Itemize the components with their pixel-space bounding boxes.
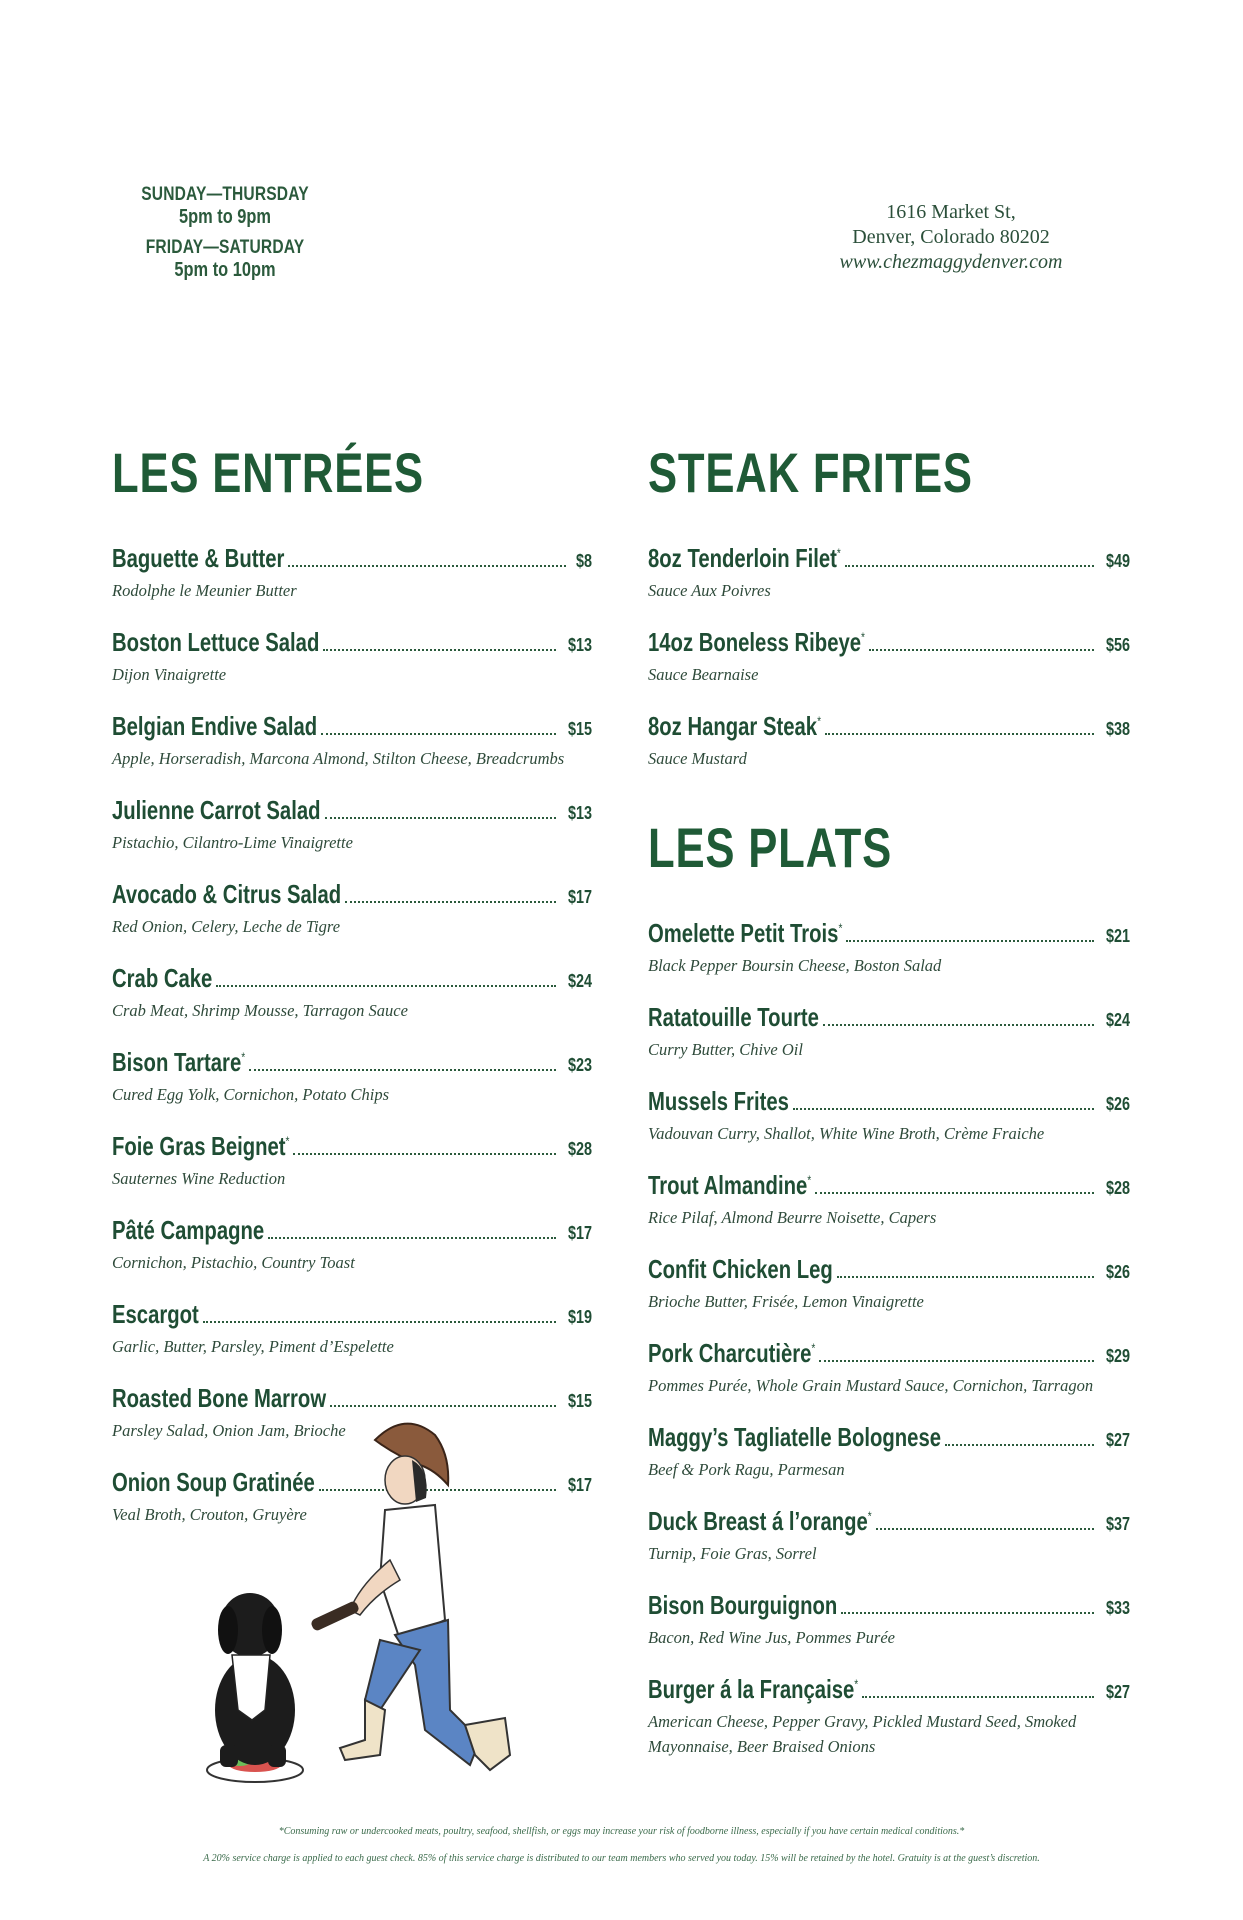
dot-leader	[823, 1024, 1094, 1026]
menu-item-asterisk: *	[807, 1172, 812, 1188]
dot-leader	[325, 817, 556, 819]
menu-item-asterisk: *	[854, 1676, 859, 1692]
dot-leader	[846, 940, 1094, 942]
menu-item-description: Pistachio, Cilantro-Lime Vinaigrette	[112, 833, 353, 852]
menu-item-name: Foie Gras Beignet*	[112, 1131, 290, 1161]
menu-item-asterisk: *	[817, 713, 822, 729]
dot-leader	[249, 1069, 556, 1071]
menu-item	[648, 1086, 1130, 1146]
dot-leader	[945, 1444, 1094, 1446]
menu-item-price: $24	[567, 971, 592, 991]
menu-item-price: $28	[567, 1139, 592, 1159]
menu-item-asterisk: *	[861, 629, 865, 645]
dot-leader	[845, 565, 1094, 567]
steak-section	[648, 440, 1130, 795]
dot-leader	[288, 565, 566, 567]
menu-item-line	[112, 1299, 592, 1330]
menu-item-price: $33	[1105, 1598, 1130, 1618]
section-title-entrees: LES ENTRÉES	[112, 441, 424, 504]
menu-item-description: American Cheese, Pepper Gravy, Pickled Mustard Seed, Smoked Mayonnaise, Beer Braised Onions	[648, 1712, 1077, 1756]
menu-item-description: Cornichon, Pistachio, Country Toast	[112, 1253, 355, 1272]
menu-item-price: $23	[567, 1055, 592, 1075]
menu-item-name: Baguette & Butter	[112, 543, 285, 573]
menu-item	[648, 1254, 1130, 1314]
plats-list	[648, 918, 1130, 1759]
menu-item-price: $17	[567, 1223, 592, 1243]
menu-item-price: $56	[1105, 635, 1130, 655]
dot-leader	[330, 1405, 556, 1407]
dot-leader	[203, 1321, 556, 1323]
dot-leader	[216, 985, 556, 987]
menu-item	[112, 627, 592, 687]
menu-item-description: Parsley Salad, Onion Jam, Brioche	[112, 1421, 346, 1440]
dot-leader	[815, 1192, 1094, 1194]
chef-and-dog-illustration	[180, 1410, 540, 1790]
menu-item-price: $21	[1105, 926, 1130, 946]
menu-item-description: Sauce Bearnaise	[648, 665, 759, 684]
menu-item-price: $27	[1105, 1430, 1130, 1450]
menu-item-line	[112, 1047, 592, 1078]
menu-item	[112, 1215, 592, 1275]
menu-item-name: Maggy’s Tagliatelle Bolognese	[648, 1422, 942, 1452]
dot-leader	[268, 1237, 556, 1239]
section-title-plats: LES PLATS	[648, 816, 893, 879]
menu-item-line	[648, 1338, 1130, 1369]
menu-item	[648, 1422, 1130, 1482]
menu-item-description: Sauce Mustard	[648, 749, 747, 768]
website-link[interactable]: www.chezmaggydenver.com	[839, 251, 1063, 273]
menu-item-price: $24	[1105, 1010, 1130, 1030]
dot-leader	[819, 1360, 1094, 1362]
menu-item-line	[648, 1506, 1130, 1537]
menu-item	[112, 1299, 592, 1359]
menu-item-asterisk: *	[241, 1049, 246, 1065]
menu-item-description: Sauce Aux Poivres	[648, 581, 771, 600]
menu-item	[112, 879, 592, 939]
menu-item-description: Black Pepper Boursin Cheese, Boston Salad	[648, 956, 942, 975]
menu-item-description: Curry Butter, Chive Oil	[648, 1040, 803, 1059]
menu-item-line	[112, 1131, 592, 1162]
menu-item-name: Omelette Petit Trois*	[648, 918, 843, 948]
menu-item	[648, 627, 1130, 687]
dot-leader	[321, 733, 556, 735]
hours-block	[120, 184, 330, 290]
menu-item-line	[648, 1086, 1130, 1117]
menu-item	[112, 711, 592, 771]
service-charge-note: A 20% service charge is applied to each guest check. 85% of this service charge is distributed to our team members who served you today. 15% will be retained by the hotel. Gratuity is at the guest’s discretion.	[203, 1853, 1040, 1864]
menu-item-description: Crab Meat, Shrimp Mousse, Tarragon Sauce	[112, 1001, 408, 1020]
menu-item	[112, 1047, 592, 1107]
menu-item	[112, 795, 592, 855]
plats-section	[648, 815, 1130, 1783]
menu-item-name: Escargot	[112, 1299, 199, 1329]
menu-item-price: $17	[567, 887, 592, 907]
menu-item	[112, 543, 592, 603]
menu-item-price: $29	[1105, 1346, 1130, 1366]
menu-item-description: Garlic, Butter, Parsley, Piment d’Espelette	[112, 1337, 394, 1356]
menu-item-line	[112, 627, 592, 658]
menu-item-description: Bacon, Red Wine Jus, Pommes Purée	[648, 1628, 895, 1647]
menu-item-line	[648, 711, 1130, 742]
menu-item	[648, 543, 1130, 603]
menu-item	[648, 918, 1130, 978]
menu-item-name: Ratatouille Tourte	[648, 1002, 819, 1032]
address-block	[791, 200, 1111, 275]
menu-item	[648, 1170, 1130, 1230]
menu-item-name: Boston Lettuce Salad	[112, 627, 320, 657]
menu-item-description: Cured Egg Yolk, Cornichon, Potato Chips	[112, 1085, 390, 1104]
hours-days-2: FRIDAY—SATURDAY	[145, 237, 305, 258]
menu-item-asterisk: *	[285, 1133, 290, 1149]
menu-item-description: Pommes Purée, Whole Grain Mustard Sauce, Cornichon, Tarragon	[648, 1376, 1094, 1395]
menu-item-name: 8oz Hangar Steak*	[648, 711, 822, 741]
dot-leader	[293, 1153, 555, 1155]
menu-item-asterisk: *	[867, 1508, 872, 1524]
menu-item-line	[648, 918, 1130, 949]
menu-item-price: $26	[1105, 1094, 1130, 1114]
menu-item-name: 8oz Tenderloin Filet*	[648, 543, 841, 573]
menu-item-description: Apple, Horseradish, Marcona Almond, Stilton Cheese, Breadcrumbs	[112, 749, 565, 768]
menu-item-line	[648, 1002, 1130, 1033]
address-city: Denver, Colorado 80202	[852, 226, 1050, 248]
menu-item	[648, 1506, 1130, 1566]
menu-item-line	[648, 1674, 1130, 1705]
menu-item-description: Dijon Vinaigrette	[112, 665, 227, 684]
menu-item-name: 14oz Boneless Ribeye*	[648, 627, 865, 657]
menu-item-asterisk: *	[838, 920, 843, 936]
hours-time-1: 5pm to 9pm	[178, 206, 272, 228]
menu-item	[648, 711, 1130, 771]
menu-item	[648, 1002, 1130, 1062]
menu-item-line	[648, 1422, 1130, 1453]
menu-item-name: Confit Chicken Leg	[648, 1254, 833, 1284]
menu-item-name: Onion Soup Gratinée	[112, 1467, 315, 1497]
menu-item-name: Bison Bourguignon	[648, 1590, 838, 1620]
menu-item-asterisk: *	[836, 545, 841, 561]
menu-item-description: Brioche Butter, Frisée, Lemon Vinaigrette	[648, 1292, 924, 1311]
dot-leader	[323, 649, 556, 651]
menu-item-name: Mussels Frites	[648, 1086, 789, 1116]
menu-item	[648, 1590, 1130, 1650]
steak-list	[648, 543, 1130, 771]
menu-item-name: Julienne Carrot Salad	[112, 795, 321, 825]
dot-leader	[841, 1612, 1094, 1614]
menu-item-name: Belgian Endive Salad	[112, 711, 318, 741]
menu-item-price: $13	[567, 635, 592, 655]
entrees-list	[112, 543, 592, 1527]
menu-item-description: Veal Broth, Crouton, Gruyère	[112, 1505, 307, 1524]
menu-item-description: Beef & Pork Ragu, Parmesan	[648, 1460, 845, 1479]
menu-item-name: Crab Cake	[112, 963, 213, 993]
address-street: 1616 Market St,	[886, 201, 1016, 223]
menu-item-price: $8	[575, 551, 592, 571]
menu-item-description: Vadouvan Curry, Shallot, White Wine Broth, Crème Fraiche	[648, 1124, 1045, 1143]
menu-item-price: $13	[567, 803, 592, 823]
dot-leader	[862, 1696, 1094, 1698]
dog-icon	[215, 1593, 295, 1767]
menu-item-price: $17	[567, 1475, 592, 1495]
menu-item-name: Trout Almandine*	[648, 1170, 812, 1200]
menu-item-line	[112, 963, 592, 994]
menu-item-price: $15	[567, 719, 592, 739]
menu-item-line	[112, 1215, 592, 1246]
menu-item-description: Turnip, Foie Gras, Sorrel	[648, 1544, 817, 1563]
menu-item-price: $27	[1105, 1682, 1130, 1702]
menu-item-name: Pork Charcutière*	[648, 1338, 816, 1368]
dot-leader	[876, 1528, 1094, 1530]
entrees-section	[112, 440, 592, 1551]
health-warning: *Consuming raw or undercooked meats, poultry, seafood, shellfish, or eggs may increase your risk of foodborne illness, especially if you have certain medical conditions.*	[278, 1826, 965, 1837]
menu-item-price: $38	[1105, 719, 1130, 739]
menu-item	[112, 963, 592, 1023]
menu-item-line	[648, 1170, 1130, 1201]
hours-time-2: 5pm to 10pm	[174, 259, 276, 281]
menu-item-price: $37	[1105, 1514, 1130, 1534]
menu-item	[648, 1338, 1130, 1398]
menu-item-description: Rodolphe le Meunier Butter	[112, 581, 297, 600]
hours-days-1: SUNDAY—THURSDAY	[141, 184, 309, 205]
menu-item-line	[648, 627, 1130, 658]
man-with-cowboy-hat-icon	[310, 1424, 510, 1770]
dot-leader	[869, 649, 1094, 651]
menu-item-line	[112, 795, 592, 826]
menu-item-description: Red Onion, Celery, Leche de Tigre	[112, 917, 341, 936]
dot-leader	[825, 733, 1094, 735]
section-title-steak: STEAK FRITES	[648, 441, 973, 504]
menu-item-description: Rice Pilaf, Almond Beurre Noisette, Capers	[648, 1208, 937, 1227]
menu-item-name: Bison Tartare*	[112, 1047, 246, 1077]
menu-item-line	[648, 1254, 1130, 1285]
menu-item	[648, 1674, 1130, 1759]
menu-item-price: $49	[1105, 551, 1130, 571]
menu-item-line	[112, 543, 592, 574]
menu-item-line	[112, 711, 592, 742]
menu-item-name: Avocado & Citrus Salad	[112, 879, 342, 909]
menu-item	[112, 1131, 592, 1191]
menu-item-name: Pâté Campagne	[112, 1215, 265, 1245]
menu-item-name: Duck Breast á l’orange*	[648, 1506, 872, 1536]
menu-item-price: $15	[567, 1391, 592, 1411]
menu-item-line	[648, 1590, 1130, 1621]
menu-item-name: Roasted Bone Marrow	[112, 1383, 327, 1413]
menu-item-line	[648, 543, 1130, 574]
menu-item-name: Burger á la Française*	[648, 1674, 859, 1704]
menu-item-price: $26	[1105, 1262, 1130, 1282]
dot-leader	[837, 1276, 1094, 1278]
menu-item-asterisk: *	[811, 1340, 816, 1356]
dot-leader	[793, 1108, 1094, 1110]
menu-item-description: Sauternes Wine Reduction	[112, 1169, 286, 1188]
menu-item-price: $28	[1105, 1178, 1130, 1198]
menu-item-line	[112, 879, 592, 910]
dot-leader	[345, 901, 556, 903]
menu-item-price: $19	[567, 1307, 592, 1327]
